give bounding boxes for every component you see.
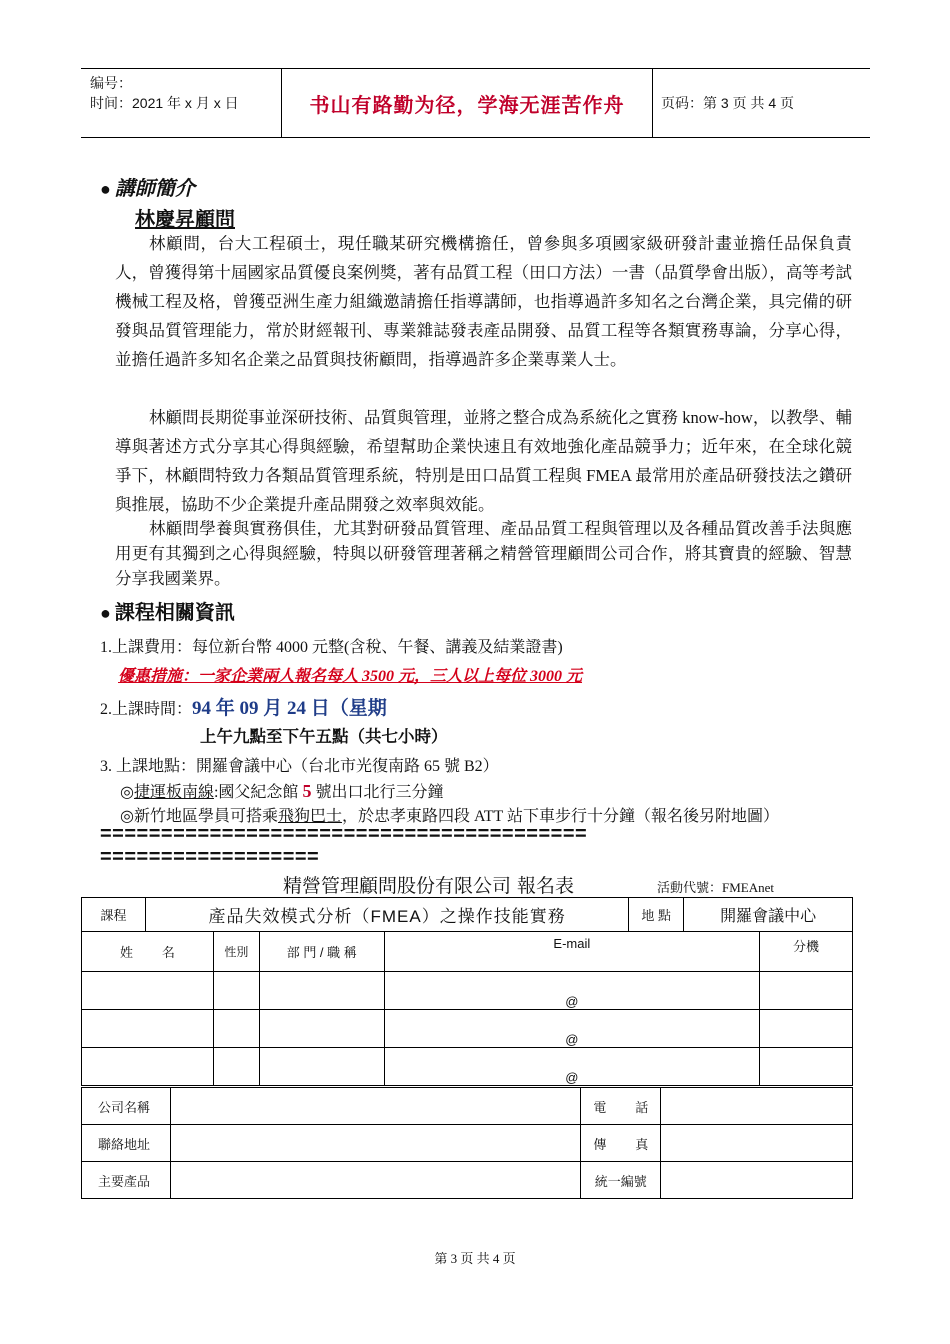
divider-2: ================== bbox=[100, 846, 320, 868]
address-input[interactable] bbox=[170, 1125, 580, 1162]
header-motto-cell bbox=[282, 69, 653, 137]
course-heading bbox=[100, 596, 235, 625]
instructor-heading-text: 講師簡介 bbox=[114, 178, 195, 200]
dept-input-cell[interactable] bbox=[259, 1048, 384, 1086]
products-input[interactable] bbox=[170, 1162, 580, 1199]
course-name: 產品失效模式分析（FMEA）之操作技能實務 bbox=[208, 907, 566, 926]
ext-input-cell[interactable] bbox=[760, 1048, 853, 1086]
ext-input-cell[interactable] bbox=[760, 972, 853, 1010]
course-discount: 優惠措施：一家企業兩人報名每人 3500 元，三人以上每位 3000 元 bbox=[118, 668, 583, 685]
divider-1: ======================================== bbox=[100, 823, 588, 845]
mrt-prefix: ◎ bbox=[120, 784, 134, 801]
at-sign: @ bbox=[565, 1032, 579, 1047]
activity-code: 活動代號：FMEAnet bbox=[657, 880, 775, 895]
col-ext: 分機 bbox=[793, 939, 820, 954]
products-label-cell bbox=[82, 1162, 171, 1199]
bus-prefix: ◎新竹地區學員可搭乘 bbox=[120, 808, 278, 825]
header-ext-cell bbox=[760, 932, 853, 972]
phone-input[interactable] bbox=[661, 1088, 853, 1125]
instructor-heading bbox=[100, 172, 195, 201]
bus-name: 飛狗巴士 bbox=[277, 808, 342, 825]
course-hours: 上午九點至下午五點（共七小時） bbox=[200, 727, 448, 746]
table-row bbox=[82, 1048, 853, 1086]
fax-label: 傳 真 bbox=[593, 1136, 649, 1152]
email-input-cell[interactable] bbox=[384, 972, 759, 1010]
header-gender-cell bbox=[213, 932, 259, 972]
header-email-cell bbox=[384, 932, 759, 972]
course-time bbox=[100, 693, 387, 720]
number-label: 编号： bbox=[90, 75, 132, 91]
at-sign: @ bbox=[565, 1070, 579, 1085]
page-footer: 第 3 页 共 4 页 bbox=[434, 1251, 516, 1266]
mrt-line: 捷運板南線 bbox=[133, 784, 214, 801]
course-name-cell bbox=[145, 898, 628, 932]
ext-input-cell[interactable] bbox=[760, 1010, 853, 1048]
venue: 開羅會議中心 bbox=[720, 908, 817, 925]
gender-input-cell[interactable] bbox=[213, 1048, 259, 1086]
date-label: 时间：2021 年 x 月 x 日 bbox=[90, 95, 239, 111]
bus-tail: ，於忠孝東路四段 ATT 站下車步行十分鐘（報名後另附地圖） bbox=[341, 808, 780, 825]
address-label: 聯絡地址 bbox=[98, 1136, 151, 1152]
name-input-cell[interactable] bbox=[82, 1048, 214, 1086]
page-header bbox=[81, 68, 870, 138]
venue-label: 地 點 bbox=[641, 908, 672, 923]
col-email: E-mail bbox=[553, 936, 591, 951]
registration-table bbox=[81, 897, 853, 1086]
table-row bbox=[82, 1010, 853, 1048]
name-input-cell[interactable] bbox=[82, 972, 214, 1010]
dept-input-cell[interactable] bbox=[259, 972, 384, 1010]
col-name: 姓 名 bbox=[119, 945, 175, 960]
fax-input[interactable] bbox=[661, 1125, 853, 1162]
at-sign: @ bbox=[565, 994, 579, 1009]
header-meta bbox=[81, 69, 282, 137]
venue-cell bbox=[684, 898, 853, 932]
tax-id-input[interactable] bbox=[661, 1162, 853, 1199]
course-fee: 1.上課費用：每位新台幣 4000 元整(含稅、午餐、講義及結業證書) bbox=[100, 639, 563, 656]
course-date: 94 年 09 月 24 日（星期 bbox=[192, 698, 387, 719]
products-label: 主要產品 bbox=[98, 1173, 151, 1189]
tax-id-label: 統一編號 bbox=[594, 1173, 647, 1189]
header-page-cell bbox=[653, 69, 870, 137]
tax-id-label-cell bbox=[581, 1162, 661, 1199]
course-heading-text: 課程相關資訊 bbox=[114, 600, 235, 624]
instructor-paragraph-1: 林顧問，台大工程碩士，現任職某研究機構擔任，曾參與多項國家級研發計畫並擔任品保負責人，曾獲得第十屆國家品質優良案例獎，著有品質工程（田口方法）一書（品質學會出版），高等考試機械工程及格，曾獲亞洲生產力組織邀請擔任指導講師，也指導過許多知名之台灣企業，具完備的研發與品質管理能力，常於財經報刊、專業雜誌發表產品開發、品質工程等各類實務專論，分享心得，並擔任過許多知名企業之品質與技術顧問，指導過許多企業專業人士。 bbox=[115, 234, 852, 369]
mrt-exit: 5 bbox=[302, 781, 312, 801]
instructor-paragraph-3: 林顧問學養與實務俱佳，尤其對研發品質管理、產品品質工程與管理以及各種品質改善手法與應用更有其獨到之心得與經驗，特與以研發管理著稱之精營管理顧問公司合作，將其寶貴的經驗、智慧分享我國業界。 bbox=[115, 519, 852, 588]
phone-label: 電 話 bbox=[593, 1099, 649, 1115]
company-info-table bbox=[81, 1087, 853, 1199]
course-label: 課程 bbox=[100, 908, 127, 923]
course-time-label: 2.上課時間： bbox=[100, 701, 193, 718]
venue-label-cell bbox=[629, 898, 684, 932]
instructor-name: 林慶昇顧問 bbox=[135, 209, 235, 231]
address-label-cell bbox=[82, 1125, 171, 1162]
course-mrt bbox=[120, 779, 443, 802]
gender-input-cell[interactable] bbox=[213, 1010, 259, 1048]
email-input-cell[interactable] bbox=[384, 1048, 759, 1086]
col-dept: 部 門 / 職 稱 bbox=[286, 945, 357, 960]
header-name-cell bbox=[82, 932, 214, 972]
table-row bbox=[82, 972, 853, 1010]
company-name-label: 公司名稱 bbox=[98, 1099, 151, 1115]
form-title: 精營管理顧問股份有限公司 報名表 bbox=[283, 875, 575, 897]
dept-input-cell[interactable] bbox=[259, 1010, 384, 1048]
phone-label-cell bbox=[581, 1088, 661, 1125]
gender-input-cell[interactable] bbox=[213, 972, 259, 1010]
motto: 书山有路勤为径，学海无涯苦作舟 bbox=[309, 92, 625, 117]
page-label: 页码：第 3 页 共 4 页 bbox=[661, 95, 795, 111]
name-input-cell[interactable] bbox=[82, 1010, 214, 1048]
fax-label-cell bbox=[581, 1125, 661, 1162]
header-dept-cell bbox=[259, 932, 384, 972]
course-location: 3. 上課地點：開羅會議中心（台北市光復南路 65 號 B2） bbox=[100, 758, 499, 775]
mrt-text: :國父紀念館 bbox=[213, 784, 299, 801]
col-gender: 性別 bbox=[224, 945, 249, 959]
company-name-input[interactable] bbox=[170, 1088, 580, 1125]
instructor-paragraph-2: 林顧問長期從事並深研技術、品質與管理，並將之整合成為系統化之實務 know-how，以教學、輔導與著述方式分享其心得與經驗，希望幫助企業快速且有效地強化產品競爭力；近年來，在全球化競爭下，林顧問特致力各類品質管理系統，特別是田口品質工程與 FMEA 最常用於產品研發技法之鑽研與推展，協助不少企業提升產品開發之效率與效能。 bbox=[115, 408, 852, 514]
bullet-icon: ● bbox=[100, 179, 111, 199]
mrt-tail: 號出口北行三分鐘 bbox=[315, 784, 444, 801]
course-label-cell bbox=[82, 898, 146, 932]
email-input-cell[interactable] bbox=[384, 1010, 759, 1048]
company-name-label-cell bbox=[82, 1088, 171, 1125]
bullet-icon: ● bbox=[100, 603, 111, 623]
